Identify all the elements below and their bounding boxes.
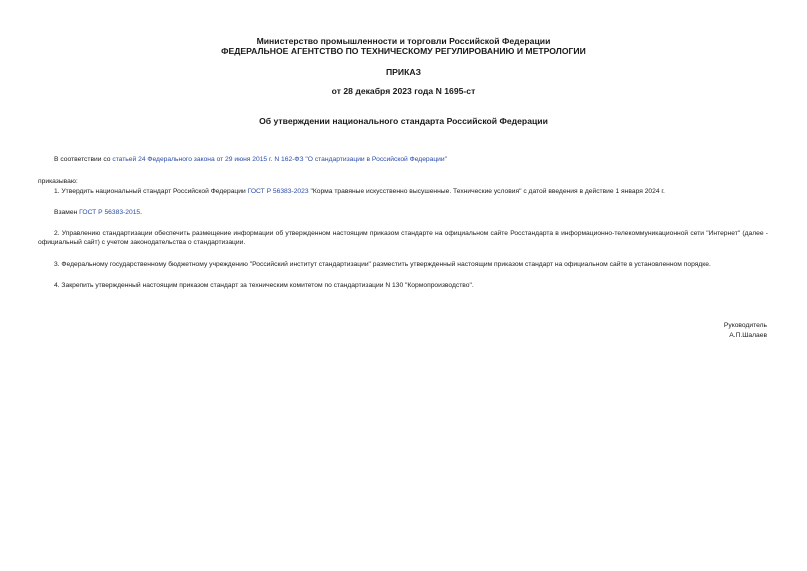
item-1 — [38, 187, 768, 196]
item-1-prefix: 1. Утвердить национальный стандарт Российской Федерации — [54, 188, 248, 195]
replacement-note — [38, 208, 768, 217]
item-3: 3. Федеральному государственному бюджетному учреждению "Российский институт стандартизации" разместить утвержденный настоящим приказом стандарт на официальном сайте в установленном порядке. — [54, 261, 711, 268]
document-subject: Об утверждении национального стандарта Российской Федерации — [259, 116, 548, 126]
preamble-prefix: В соответствии со — [54, 156, 113, 163]
gost-2015-link[interactable]: ГОСТ Р 56383-2015 — [79, 209, 141, 216]
item-2: 2. Управлению стандартизации обеспечить размещение информации об утвержденном настоящим приказом стандарте на официальном сайте Росстандарта в информационно-телекоммуникационной сети "Интернет" (далее - официальный сайт) с учетом законодательства о стандартизации. — [38, 230, 768, 247]
replacement-suffix: . — [140, 209, 143, 216]
preamble — [38, 155, 768, 164]
item-4: 4. Закрепить утвержденный настоящим приказом стандарт за техническим комитетом по стандартизации N 130 "Кормопроизводство". — [54, 282, 474, 289]
signature-name: А.П.Шалаев — [729, 332, 767, 339]
ministry-heading: Министерство промышленности и торговли Российской Федерации — [256, 36, 551, 46]
date-number: от 28 декабря 2023 года N 1695-ст — [331, 86, 476, 96]
replacement-prefix: Взамен — [54, 209, 80, 216]
gost-2023-link[interactable]: ГОСТ Р 56383-2023 — [247, 188, 309, 195]
item-1-suffix: "Корма травяные искусственно высушенные. Технические условия" с датой введения в действие 1 января 2024 г. — [308, 188, 665, 195]
order-word: приказываю: — [38, 178, 78, 185]
signature-title: Руководитель — [723, 322, 767, 329]
agency-heading: ФЕДЕРАЛЬНОЕ АГЕНТСТВО ПО ТЕХНИЧЕСКОМУ РЕГУЛИРОВАНИЮ И МЕТРОЛОГИИ — [221, 46, 586, 56]
document-type: ПРИКАЗ — [385, 67, 422, 77]
law-link[interactable]: статьей 24 Федерального закона от 29 июня 2015 г. N 162-ФЗ "О стандартизации в Российской Федерации" — [112, 156, 448, 163]
